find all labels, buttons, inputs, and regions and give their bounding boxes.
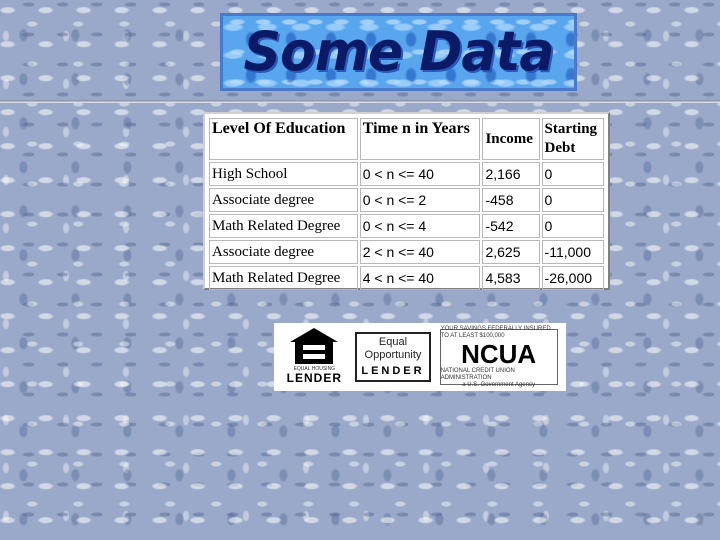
equal-housing-caption: LENDER — [286, 371, 342, 385]
cell-time: 2 < n <= 40 — [360, 240, 481, 264]
header-time: Time n in Years — [360, 118, 481, 160]
equal-housing-house-icon — [288, 326, 340, 366]
eol-line2: Opportunity — [364, 349, 422, 361]
cell-time: 0 < n <= 40 — [360, 162, 481, 186]
equal-opportunity-lender-logo — [355, 332, 431, 382]
eol-line3: LENDER — [361, 365, 425, 377]
cell-debt: -11,000 — [542, 240, 604, 264]
cell-income: -458 — [482, 188, 539, 212]
cell-education: Associate degree — [209, 240, 358, 264]
ncua-wordmark: NCUA — [461, 338, 537, 369]
cell-income: 2,166 — [482, 162, 539, 186]
cell-debt: 0 — [542, 214, 604, 238]
table-header-row — [209, 118, 604, 160]
horizontal-rule — [0, 100, 720, 103]
equal-housing-lender-logo — [282, 326, 346, 388]
ncua-bottom-text-1: NATIONAL CREDIT UNION ADMINISTRATION — [440, 367, 515, 381]
header-debt-line1: Starting — [544, 121, 598, 137]
table-row — [209, 188, 604, 212]
cell-education: Math Related Degree — [209, 266, 358, 290]
cell-debt: 0 — [542, 188, 604, 212]
table-row — [209, 214, 604, 238]
data-table — [203, 112, 610, 290]
table-row — [209, 240, 604, 264]
cell-debt: 0 — [542, 162, 604, 186]
header-starting-debt — [542, 118, 604, 160]
ncua-top-text: YOUR SAVINGS FEDERALLY INSURED TO AT LEAST $100,000 — [440, 325, 551, 339]
table-row — [209, 162, 604, 186]
cell-education: High School — [209, 162, 358, 186]
header-debt-line2: Debt — [544, 140, 576, 156]
lender-logos — [274, 323, 566, 391]
cell-education: Associate degree — [209, 188, 358, 212]
banner — [220, 13, 577, 91]
cell-income: 4,583 — [482, 266, 539, 290]
cell-income: 2,625 — [482, 240, 539, 264]
cell-time: 0 < n <= 2 — [360, 188, 481, 212]
cell-income: -542 — [482, 214, 539, 238]
eol-line1: Equal — [378, 336, 408, 348]
equal-housing-small-text: EQUAL HOUSING — [293, 366, 336, 372]
cell-time: 0 < n <= 4 — [360, 214, 481, 238]
header-income: Income — [482, 118, 539, 160]
banner-title: Some Data — [243, 20, 554, 84]
cell-debt: -26,000 — [542, 266, 604, 290]
header-education: Level Of Education — [209, 118, 358, 160]
ncua-logo — [440, 325, 558, 388]
table-row — [209, 266, 604, 290]
cell-education: Math Related Degree — [209, 214, 358, 238]
cell-time: 4 < n <= 40 — [360, 266, 481, 290]
ncua-bottom-text-2: a U.S. Government Agency — [462, 381, 535, 388]
